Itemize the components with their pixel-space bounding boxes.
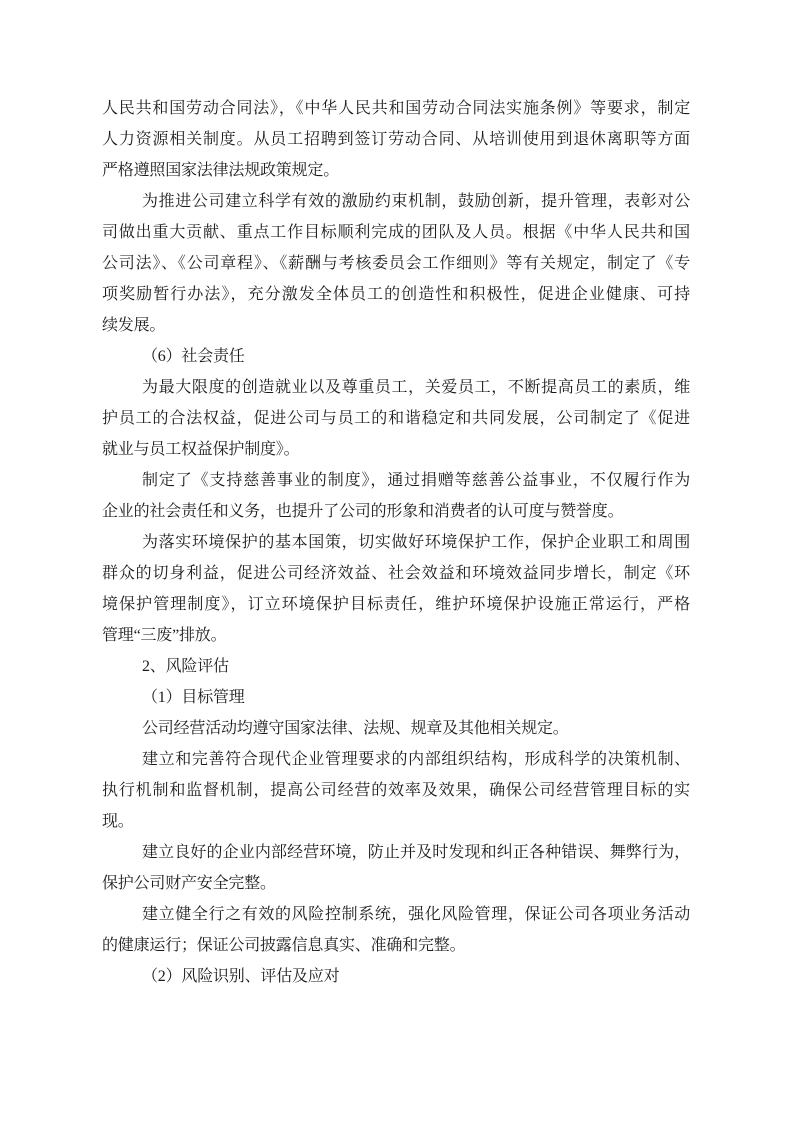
text-line: 群众的切身利益，促进公司经济效益、社会效益和环境效益同步增长，制定《环: [102, 565, 690, 582]
text-line: 的健康运行；保证公司披露信息真实、准确和完整。: [102, 937, 466, 954]
text-line: 就业与员工权益保护制度》。: [102, 441, 300, 458]
heading-line: 2、风险评估: [142, 658, 229, 675]
document-body: [102, 93, 690, 992]
body-paragraph: [102, 899, 690, 961]
text-line: 公司法》、《公司章程》、《薪酬与考核委员会工作细则》等有关规定，制定了《专: [102, 255, 690, 272]
body-paragraph: [102, 465, 690, 527]
text-line: 现。: [102, 813, 134, 830]
text-line: 建立健全行之有效的风险控制系统，强化风险管理，保证公司各项业务活动: [142, 906, 690, 923]
text-line: 严格遵照国家法律法规政策规定。: [102, 162, 340, 179]
text-line: 境保护管理制度》，订立环境保护目标责任，维护环境保护设施正常运行，严格: [102, 596, 690, 613]
text-line: 为最大限度的创造就业以及尊重员工，关爱员工，不断提高员工的素质，维: [142, 379, 690, 396]
body-paragraph: [102, 93, 690, 186]
heading-line: （1）目标管理: [142, 689, 245, 706]
body-paragraph: [102, 713, 690, 744]
heading-paragraph: [102, 961, 690, 992]
heading-paragraph: [102, 682, 690, 713]
text-line: 人民共和国劳动合同法》，《中华人民共和国劳动合同法实施条例》等要求，制定: [102, 100, 690, 117]
text-line: 管理“三废”排放。: [102, 627, 227, 644]
text-line: 为落实环境保护的基本国策，切实做好环境保护工作，保护企业职工和周围: [142, 534, 690, 551]
heading-paragraph: [102, 341, 690, 372]
body-paragraph: [102, 186, 690, 341]
text-line: 人力资源相关制度。从员工招聘到签订劳动合同、从培训使用到退休离职等方面: [102, 131, 690, 148]
text-line: 项奖励暂行办法》，充分激发全体员工的创造性和积极性，促进企业健康、可持: [102, 286, 690, 303]
body-paragraph: [102, 837, 690, 899]
text-line: 建立良好的企业内部经营环境，防止并及时发现和纠正各种错误、舞弊行为，: [142, 844, 690, 861]
body-paragraph: [102, 372, 690, 465]
heading-line: （6）社会责任: [142, 348, 245, 365]
text-line: 司做出重大贡献、重点工作目标顺利完成的团队及人员。根据《中华人民共和国: [102, 224, 690, 241]
heading-line: （2）风险识别、评估及应对: [142, 968, 340, 985]
heading-paragraph: [102, 651, 690, 682]
text-line: 续发展。: [102, 317, 166, 334]
text-line: 制定了《支持慈善事业的制度》，通过捐赠等慈善公益事业，不仅履行作为: [142, 472, 690, 489]
body-paragraph: [102, 744, 690, 837]
text-line: 保护公司财产安全完整。: [102, 875, 276, 892]
text-line: 企业的社会责任和义务，也提升了公司的形象和消费者的认可度与赞誉度。: [102, 503, 624, 520]
text-line: 护员工的合法权益，促进公司与员工的和谐稳定和共同发展，公司制定了《促进: [102, 410, 690, 427]
text-line: 执行机制和监督机制，提高公司经营的效率及效果，确保公司经营管理目标的实: [102, 782, 690, 799]
text-line: 为推进公司建立科学有效的激励约束机制，鼓励创新，提升管理，表彰对公: [142, 193, 690, 210]
text-line: 公司经营活动均遵守国家法律、法规、规章及其他相关规定。: [142, 720, 569, 737]
body-paragraph: [102, 527, 690, 651]
text-line: 建立和完善符合现代企业管理要求的内部组织结构，形成科学的决策机制、: [142, 751, 690, 768]
